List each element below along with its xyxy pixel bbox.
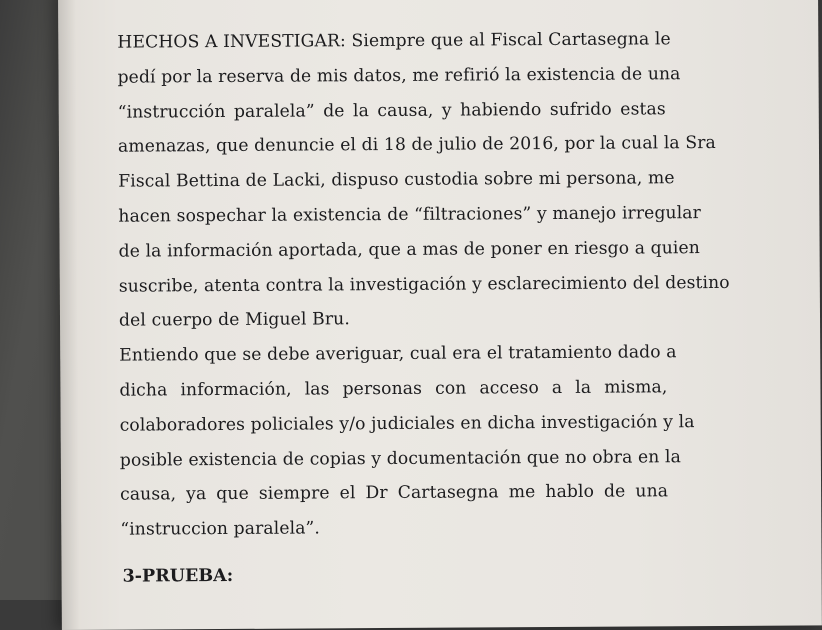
paragraph2-line-6: “instruccion paralela”. — [120, 518, 321, 540]
paper-sheet — [58, 0, 822, 630]
body-text — [117, 22, 730, 547]
paragraph1-line-6: hacen sospechar la existencia de “filtraciones” y manejo irregular — [118, 203, 702, 227]
paragraph1-line-8: suscribe, atenta contra la investigación y esclarecimiento del destino — [118, 272, 730, 297]
paragraph1-line-2: pedí por la reserva de mis datos, me refirió la existencia de una — [117, 63, 681, 88]
paragraph1-line-1: HECHOS A INVESTIGAR: Siempre que al Fiscal Cartasegna le — [117, 29, 671, 53]
paragraph2-line-5: causa, ya que siempre el Dr Cartasegna me hablo de una — [120, 481, 669, 505]
paper-shadow-edge — [58, 0, 80, 630]
paragraph1-line-4: amenazas, que denuncie el di 18 de julio de 2016, por la cual la Sra — [117, 133, 716, 158]
paragraph2-line-3: colaboradores policiales y/o judiciales en dicha investigación y la — [119, 411, 695, 436]
section-title-prueba: 3-PRUEBA: — [122, 565, 234, 587]
paragraph1-line-7: de la información aportada, que a mas de poner en riesgo a quien — [118, 237, 700, 262]
paragraph1-line-3: “instrucción paralela” de la causa, y habiendo sufrido estas — [117, 98, 666, 123]
paragraph2-line-1: Entiendo que se debe averiguar, cual era el tratamiento dado a — [119, 342, 677, 366]
paragraph1-line-5: Fiscal Bettina de Lacki, dispuso custodia sobre mi persona, me — [118, 168, 675, 192]
paragraph2-line-2: dicha información, las personas con acceso a la misma, — [119, 377, 668, 401]
paragraph2-line-4: posible existencia de copias y documentación que no obra en la — [119, 446, 681, 471]
paragraph1-line-9: del cuerpo de Miguel Bru. — [118, 309, 350, 332]
